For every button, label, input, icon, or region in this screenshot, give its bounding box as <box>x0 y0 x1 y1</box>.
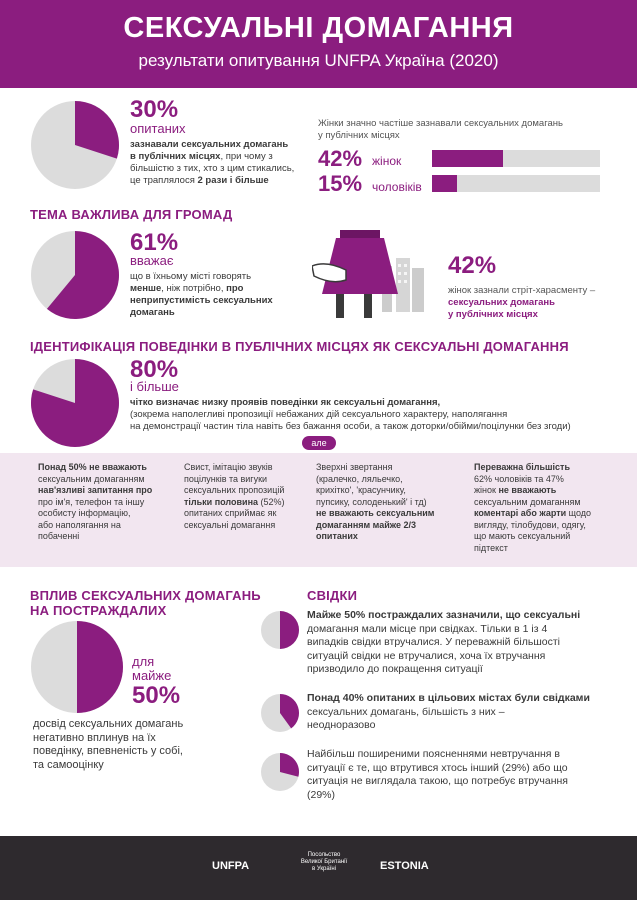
stat-42-street-description: жінок зазнали стріт-харасменту – сексуальних домагань у публічних місцях <box>448 285 596 320</box>
misconception-4: Переважна більшість 62% чоловіків та 47% жінок не вважають сексуальним домаганням коментарі або жарти щодо вигляду, тілобудови, одягу, що мають сексуальний підтекст <box>474 462 592 553</box>
footer <box>0 836 637 900</box>
stat-30-description: зазнавали сексуальних домагань в публічних місцях, при чому з більшістю з тих, хто з цим стикались, це траплялося 2 рази і більше <box>130 139 295 186</box>
women-value: 42% <box>318 146 363 171</box>
impact-almost-label: майже <box>132 668 172 683</box>
impact-value: 50% <box>132 682 181 709</box>
stat-80-value: 80% <box>130 356 179 383</box>
section-title-impact: ВПЛИВ СЕКСУАЛЬНИХ ДОМАГАНЬ НА ПОСТРАЖДАЛИХ <box>30 588 261 618</box>
estonia-logo: ESTONIA <box>380 860 429 872</box>
stat-61-value: 61% <box>130 229 179 256</box>
gender-comparison-title: Жінки значно частіше зазнавали сексуальних домагань у публічних місцях <box>318 118 563 141</box>
header-banner <box>0 0 637 88</box>
witness-pie-3 <box>260 752 300 792</box>
witness-text-1: Майже 50% постраждалих зазначили, що сексуальні домагання мали місце при свідках. Тільки в 1 із 4 випадків свідки втручалися. У переважній більшості ситуацій свідки не втручалися, хоча їх втручання призводило до покращення ситуації <box>307 609 581 675</box>
section-title-communities: ТЕМА ВАЖЛИВА ДЛЯ ГРОМАД <box>30 207 233 222</box>
pie-chart-30 <box>30 100 120 190</box>
witness-text-2: Понад 40% опитаних в цільових містах були свідками сексуальних домагань, більшість з них – неодноразово <box>307 692 590 731</box>
misconception-2: Свист, імітацію звуків поцілунків та вигуки сексуальних пропозицій тільки половина (52%) опитаних сприймає як сексуальні домагання <box>184 462 285 530</box>
witness-pie-2 <box>260 693 300 733</box>
stat-80-label: і більше <box>130 379 179 394</box>
stat-61-label: вважає <box>130 253 174 268</box>
men-label: чоловіків <box>372 180 422 194</box>
women-label: жінок <box>372 154 402 168</box>
men-value: 15% <box>318 171 363 196</box>
unfpa-logo: UNFPA <box>212 860 250 872</box>
impact-for-label: для <box>132 654 155 669</box>
page-subtitle: результати опитування UNFPA Україна (2020) <box>138 51 499 70</box>
men-bar <box>432 175 600 192</box>
women-bar <box>432 150 600 167</box>
stat-42-street-value: 42% <box>448 252 497 279</box>
stat-80-description: чітко визначає низку проявів поведінки як сексуальні домагання, (зокрема наполегливі пропозиції небажаних дій сексуального характеру, наполягання на демонстрації частин тіла навіть без бажання особи, а також доторки/обійми/поцілунки без згоди) <box>130 397 571 432</box>
section-title-witnesses: СВІДКИ <box>307 588 358 603</box>
pie-chart-50 <box>30 620 124 714</box>
women-bar-fill <box>432 150 503 167</box>
men-bar-fill <box>432 175 457 192</box>
witness-pie-1 <box>260 610 300 650</box>
section-title-identification: ІДЕНТИФІКАЦІЯ ПОВЕДІНКИ В ПУБЛІЧНИХ МІСЦЯХ ЯК СЕКСУАЛЬНІ ДОМАГАННЯ <box>30 339 569 354</box>
but-pill: але <box>302 436 336 450</box>
witness-text-3: Найбільш поширеними поясненнями невтручання в ситуації є те, що втрутився хтось інший (29%) або що ситуація не виглядала такою, що потребує втручання (29%) <box>307 748 568 801</box>
misconception-1: Понад 50% не вважають сексуальним домаганням нав'язливі запитання про про ім'я, телефон та іншу особисту інформацію, або наполягання на побаченні <box>38 462 153 541</box>
stat-30-label: опитаних <box>130 121 186 136</box>
stat-30-value: 30% <box>130 96 179 123</box>
pie-chart-80 <box>30 358 120 448</box>
page-title: СЕКСУАЛЬНІ ДОМАГАННЯ <box>123 12 514 44</box>
misconception-3: Зверхні звертання (кралечко, ляльечко, крихітко', 'красунчику, пупсику, солоденький' і тд) не вважають сексуальним домаганням майже 2/3 опитаних <box>316 462 435 541</box>
impact-description: досвід сексуальних домагань негативно вплинув на їх поведінку, впевненість у собі, та самооцінку <box>33 718 184 771</box>
stat-61-description: що в їхньому місті говорять менше, ніж потрібно, про неприпустимість сексуальних домагань <box>130 271 273 318</box>
street-harassment-illustration <box>312 222 440 322</box>
uk-embassy-logo: Посольство Великої Британії в Україні <box>300 852 348 872</box>
pie-chart-61 <box>30 230 120 320</box>
